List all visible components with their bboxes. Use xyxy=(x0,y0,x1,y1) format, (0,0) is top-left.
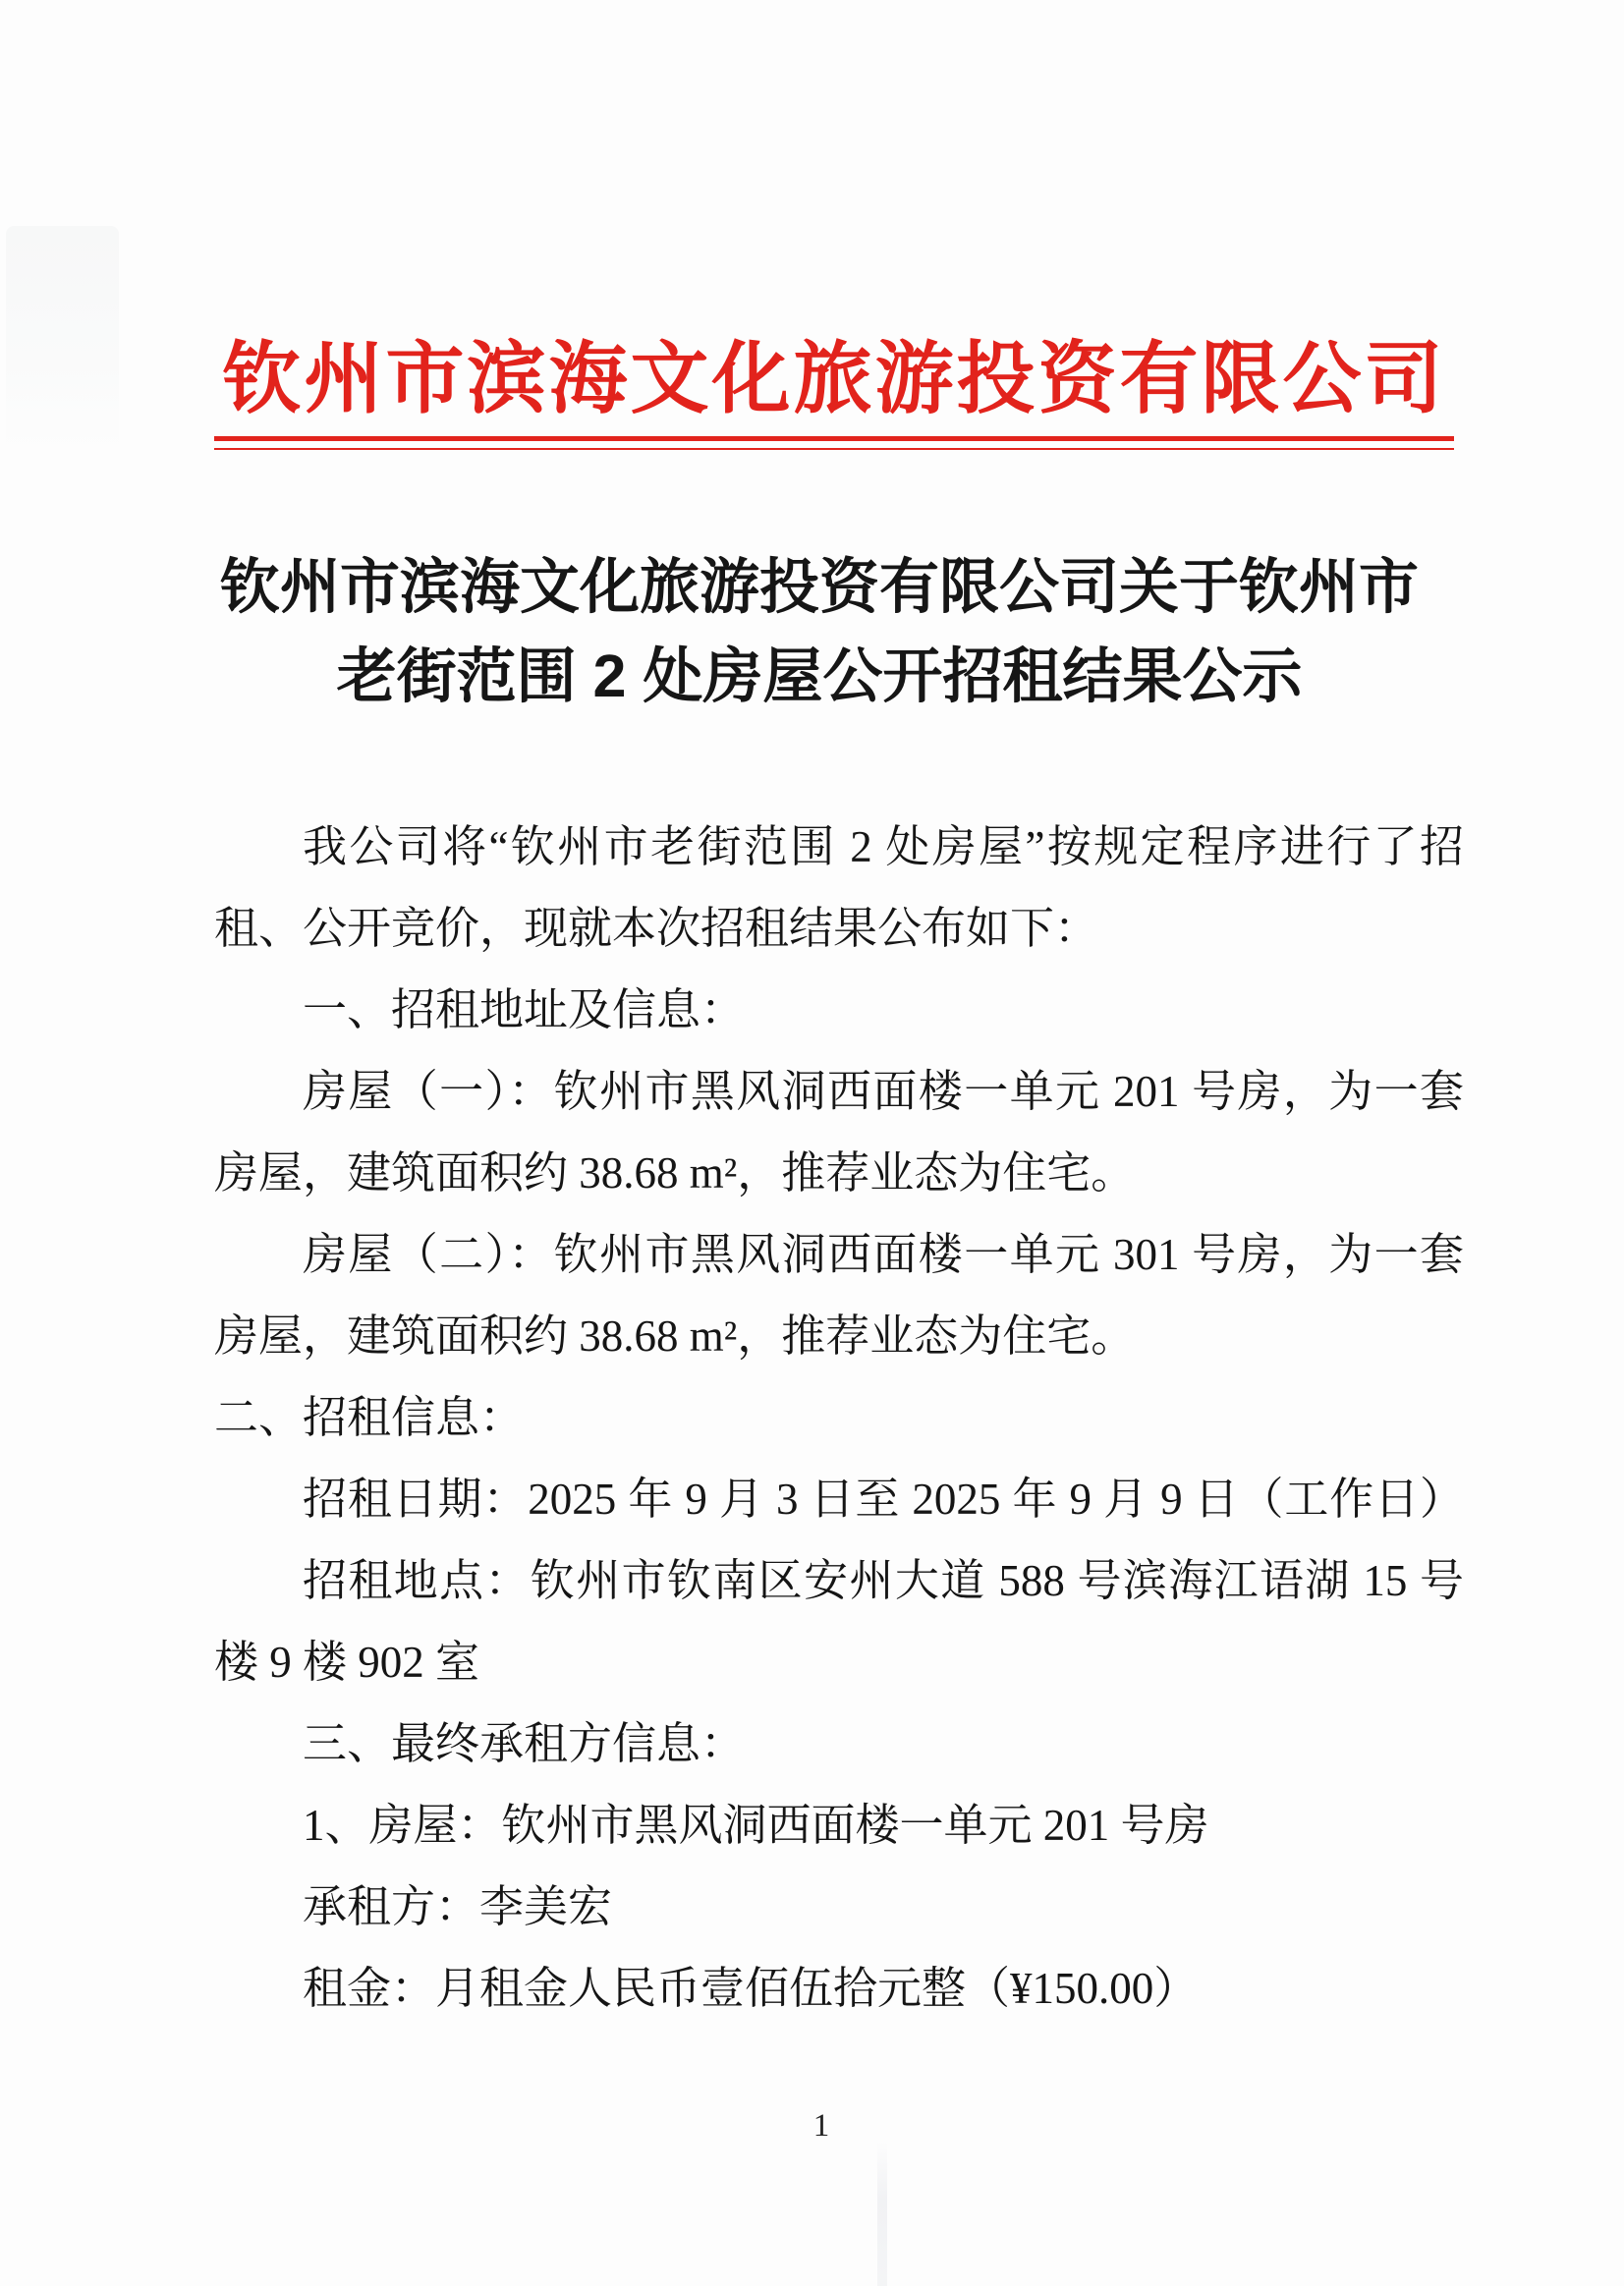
company-letterhead: 钦州市滨海文化旅游投资有限公司 xyxy=(222,335,1446,422)
document-title-line-2: 老街范围 2 处房屋公开招租结果公示 xyxy=(336,642,1303,709)
document-line: 房屋，建筑面积约 38.68 m²，推荐业态为住宅。 xyxy=(214,1311,1136,1361)
page-number: 1 xyxy=(812,2108,830,2144)
document-line: 房屋（一）：钦州市黑风洞西面楼一单元 201 号房，为一套 xyxy=(303,1067,1464,1116)
document-line: 房屋，建筑面积约 38.68 m²，推荐业态为住宅。 xyxy=(214,1148,1136,1198)
scan-artifact xyxy=(877,2142,887,2286)
document-body xyxy=(214,807,1464,2030)
document-line: 房屋（二）：钦州市黑风洞西面楼一单元 301 号房，为一套 xyxy=(303,1230,1464,1279)
letterhead-divider-thin xyxy=(214,448,1454,450)
document-line: 招租地点：钦州市钦南区安州大道 588 号滨海江语湖 15 号 xyxy=(303,1556,1464,1605)
document-line: 租、公开竞价，现就本次招租结果公布如下： xyxy=(214,904,1099,953)
document-title xyxy=(210,542,1428,721)
document-line: 招租日期：2025 年 9 月 3 日至 2025 年 9 月 9 日（工作日） xyxy=(303,1475,1464,1524)
document-title-line-1: 钦州市滨海文化旅游投资有限公司关于钦州市 xyxy=(219,553,1419,620)
document-line: 楼 9 楼 902 室 xyxy=(214,1638,480,1687)
document-line: 我公司将“钦州市老街范围 2 处房屋”按规定程序进行了招 xyxy=(303,822,1464,871)
scan-artifact xyxy=(6,226,119,452)
letterhead-divider-thick xyxy=(214,436,1454,441)
document-line: 二、招租信息： xyxy=(214,1393,525,1442)
document-line: 租金：月租金人民币壹佰伍拾元整（¥150.00） xyxy=(303,1964,1199,2013)
document-line: 承租方：李美宏 xyxy=(303,1882,613,1931)
document-line: 1、房屋：钦州市黑风洞西面楼一单元 201 号房 xyxy=(303,1801,1209,1850)
document-line: 三、最终承租方信息： xyxy=(303,1719,746,1768)
document-line: 一、招租地址及信息： xyxy=(303,985,746,1034)
